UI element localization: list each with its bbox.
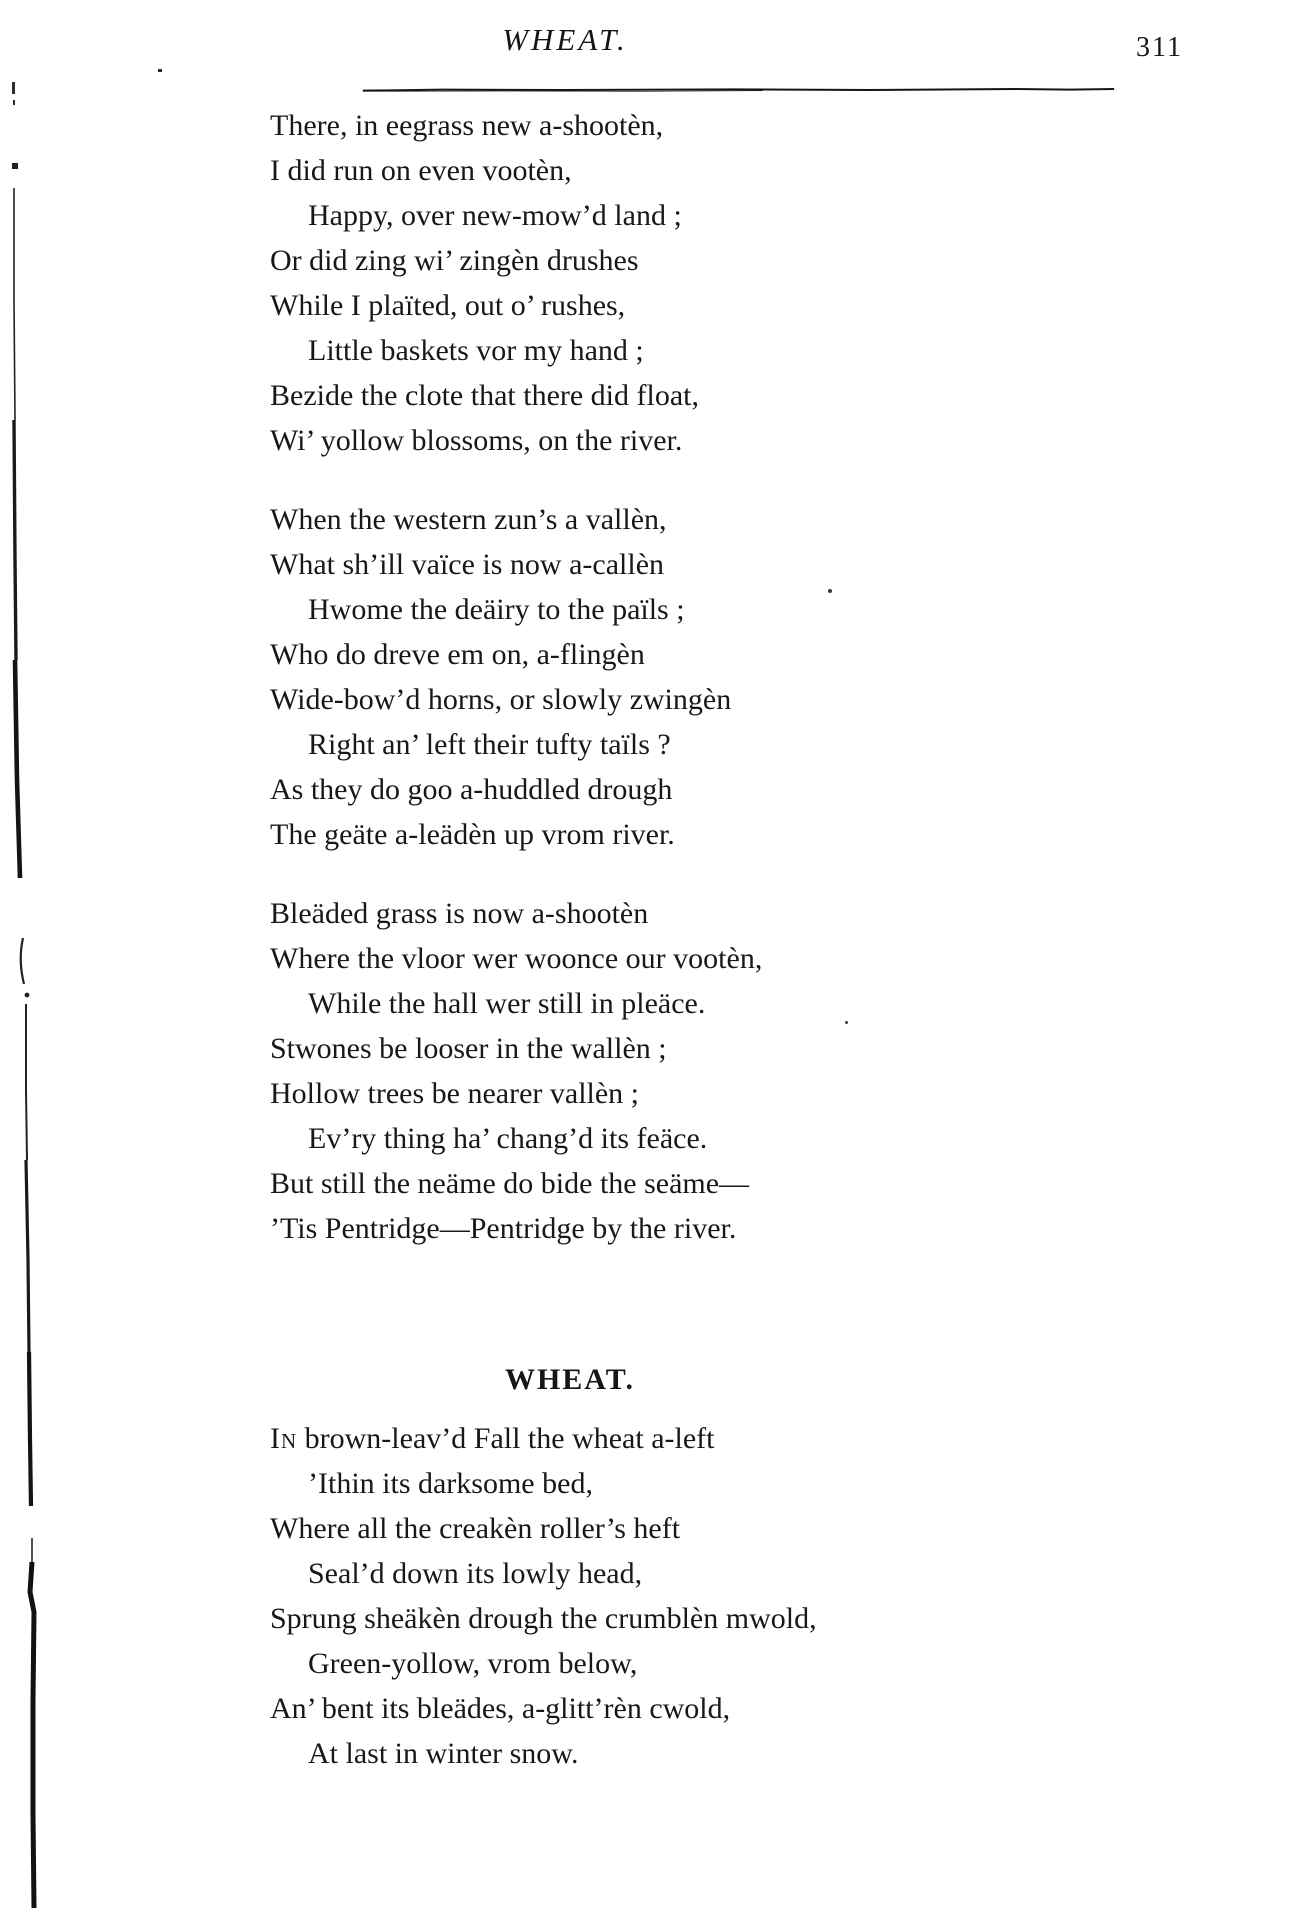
poem-line: The geäte a-leädèn up vrom river. bbox=[270, 818, 675, 851]
stanza bbox=[270, 103, 930, 463]
smallcaps-lead-word: In bbox=[270, 1422, 298, 1455]
poem-line: At last in winter snow. bbox=[308, 1737, 579, 1770]
ink-speck bbox=[845, 1021, 848, 1024]
poem-line: As they do goo a-huddled drough bbox=[270, 773, 673, 806]
poem-line: Who do dreve em on, a-flingèn bbox=[270, 638, 645, 671]
running-head: WHEAT. bbox=[502, 22, 628, 57]
poem-line: What sh’ill vaïce is now a-callèn bbox=[270, 548, 665, 581]
poem-line: Bezide the clote that there did float, bbox=[270, 379, 699, 412]
poem-line: An’ bent its bleädes, a-glitt’rèn cwold, bbox=[270, 1692, 731, 1725]
ink-speck bbox=[828, 589, 832, 593]
scan-gutter-artifact bbox=[0, 0, 60, 1913]
poem-line: Seal’d down its lowly head, bbox=[308, 1557, 643, 1590]
header-rule bbox=[175, 88, 1302, 92]
poem-line: Green-yollow, vrom below, bbox=[308, 1647, 638, 1680]
poem-line: Sprung sheäkèn drough the crumblèn mwold, bbox=[270, 1602, 817, 1635]
poem-line: Happy, over new-mow’d land ; bbox=[308, 199, 682, 232]
poem-line: While the hall wer still in pleäce. bbox=[308, 987, 706, 1020]
poem-line: Right an’ left their tufty taïls ? bbox=[308, 728, 671, 761]
poem-line: Little baskets vor my hand ; bbox=[308, 334, 644, 367]
stanza bbox=[270, 1416, 930, 1776]
poem-stanzas bbox=[270, 103, 930, 1251]
poem-line: I did run on even vootèn, bbox=[270, 154, 572, 187]
section-stanzas bbox=[270, 1416, 930, 1776]
stanza bbox=[270, 891, 930, 1251]
poem-line: Hwome the deäiry to the païls ; bbox=[308, 593, 685, 626]
rule-speck bbox=[158, 69, 162, 72]
poem-line: ’Ithin its darksome bed, bbox=[308, 1467, 593, 1500]
poem-line: Wide-bow’d horns, or slowly zwingèn bbox=[270, 683, 732, 716]
poem-line: There, in eegrass new a-shootèn, bbox=[270, 109, 664, 142]
poem-line: Wi’ yollow blossoms, on the river. bbox=[270, 424, 683, 457]
poem-line: ’Tis Pentridge—Pentridge by the river. bbox=[270, 1212, 737, 1245]
poem-line: Ev’ry thing ha’ chang’d its feäce. bbox=[308, 1122, 708, 1155]
poem-line: Stwones be looser in the wallèn ; bbox=[270, 1032, 667, 1065]
stanza bbox=[270, 497, 930, 857]
poem-line: When the western zun’s a vallèn, bbox=[270, 503, 667, 536]
poem-line: Or did zing wi’ zingèn drushes bbox=[270, 244, 639, 277]
poem-line: Where all the creakèn roller’s heft bbox=[270, 1512, 681, 1545]
poem-line: In brown-leav’d Fall the wheat a-left bbox=[270, 1422, 715, 1455]
poem-body bbox=[270, 103, 930, 1810]
poem-line: While I plaïted, out o’ rushes, bbox=[270, 289, 626, 322]
section-heading: WHEAT. bbox=[504, 1363, 636, 1396]
poem-line: Bleäded grass is now a-shootèn bbox=[270, 897, 649, 930]
poem-line: But still the neäme do bide the seäme— bbox=[270, 1167, 750, 1200]
poem-line: Hollow trees be nearer vallèn ; bbox=[270, 1077, 640, 1110]
page-number: 311 bbox=[1136, 32, 1183, 63]
poem-line: Where the vloor wer woonce our vootèn, bbox=[270, 942, 763, 975]
